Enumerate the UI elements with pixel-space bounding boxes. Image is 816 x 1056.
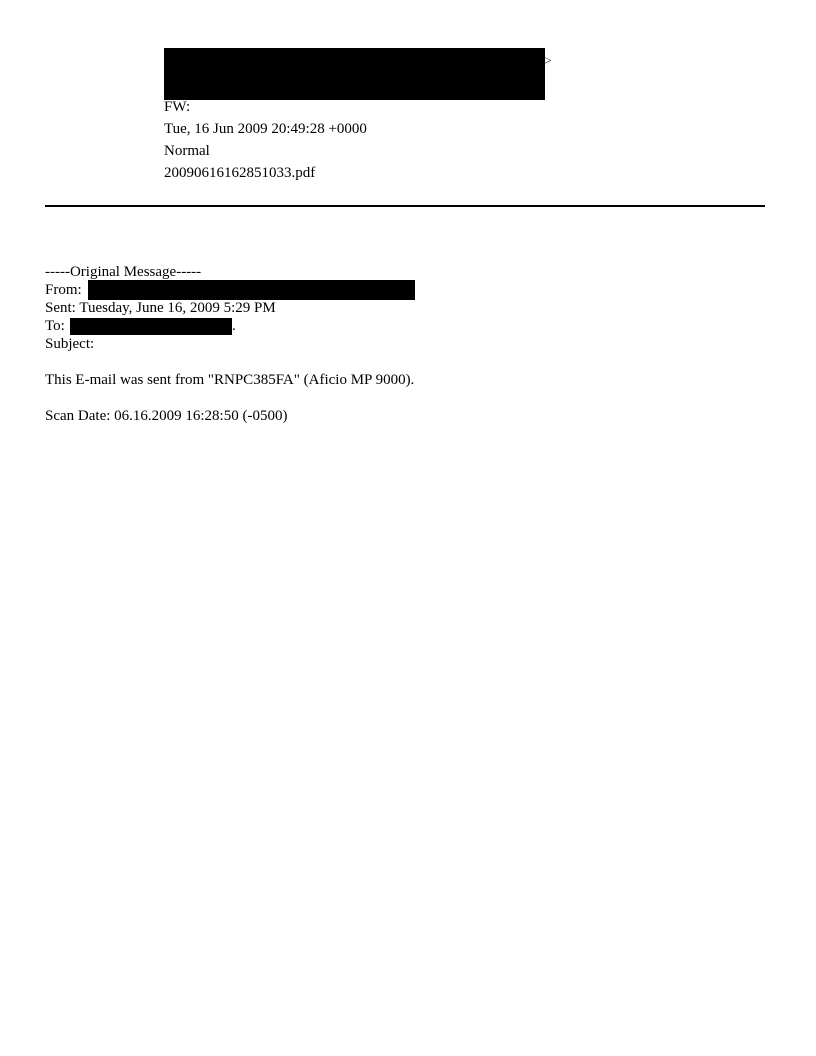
original-subject-line: Subject: (45, 336, 95, 352)
redacted-original-from (88, 280, 415, 300)
original-sent-line: Sent: Tuesday, June 16, 2009 5:29 PM (45, 300, 276, 316)
importance-value: Normal (164, 143, 210, 159)
subject-value: FW: (164, 99, 191, 115)
original-to-trailing: . (232, 318, 236, 334)
from-trailing-mark: > (544, 54, 552, 69)
attachment-filename[interactable]: 20090616162851033.pdf (164, 165, 316, 181)
original-from-label: From: (45, 282, 82, 298)
message-body-line-2: Scan Date: 06.16.2009 16:28:50 (-0500) (45, 408, 288, 424)
original-to-label: To: (45, 318, 65, 334)
date-value: Tue, 16 Jun 2009 20:49:28 +0000 (164, 121, 367, 137)
original-message-separator: -----Original Message----- (45, 264, 202, 280)
redacted-original-to (70, 318, 232, 335)
header-divider (45, 205, 765, 207)
message-body-line-1: This E-mail was sent from "RNPC385FA" (Aficio MP 9000). (45, 372, 415, 388)
redacted-from-to-block (164, 48, 545, 100)
original-to-line (45, 317, 65, 335)
original-from-line (45, 281, 82, 299)
